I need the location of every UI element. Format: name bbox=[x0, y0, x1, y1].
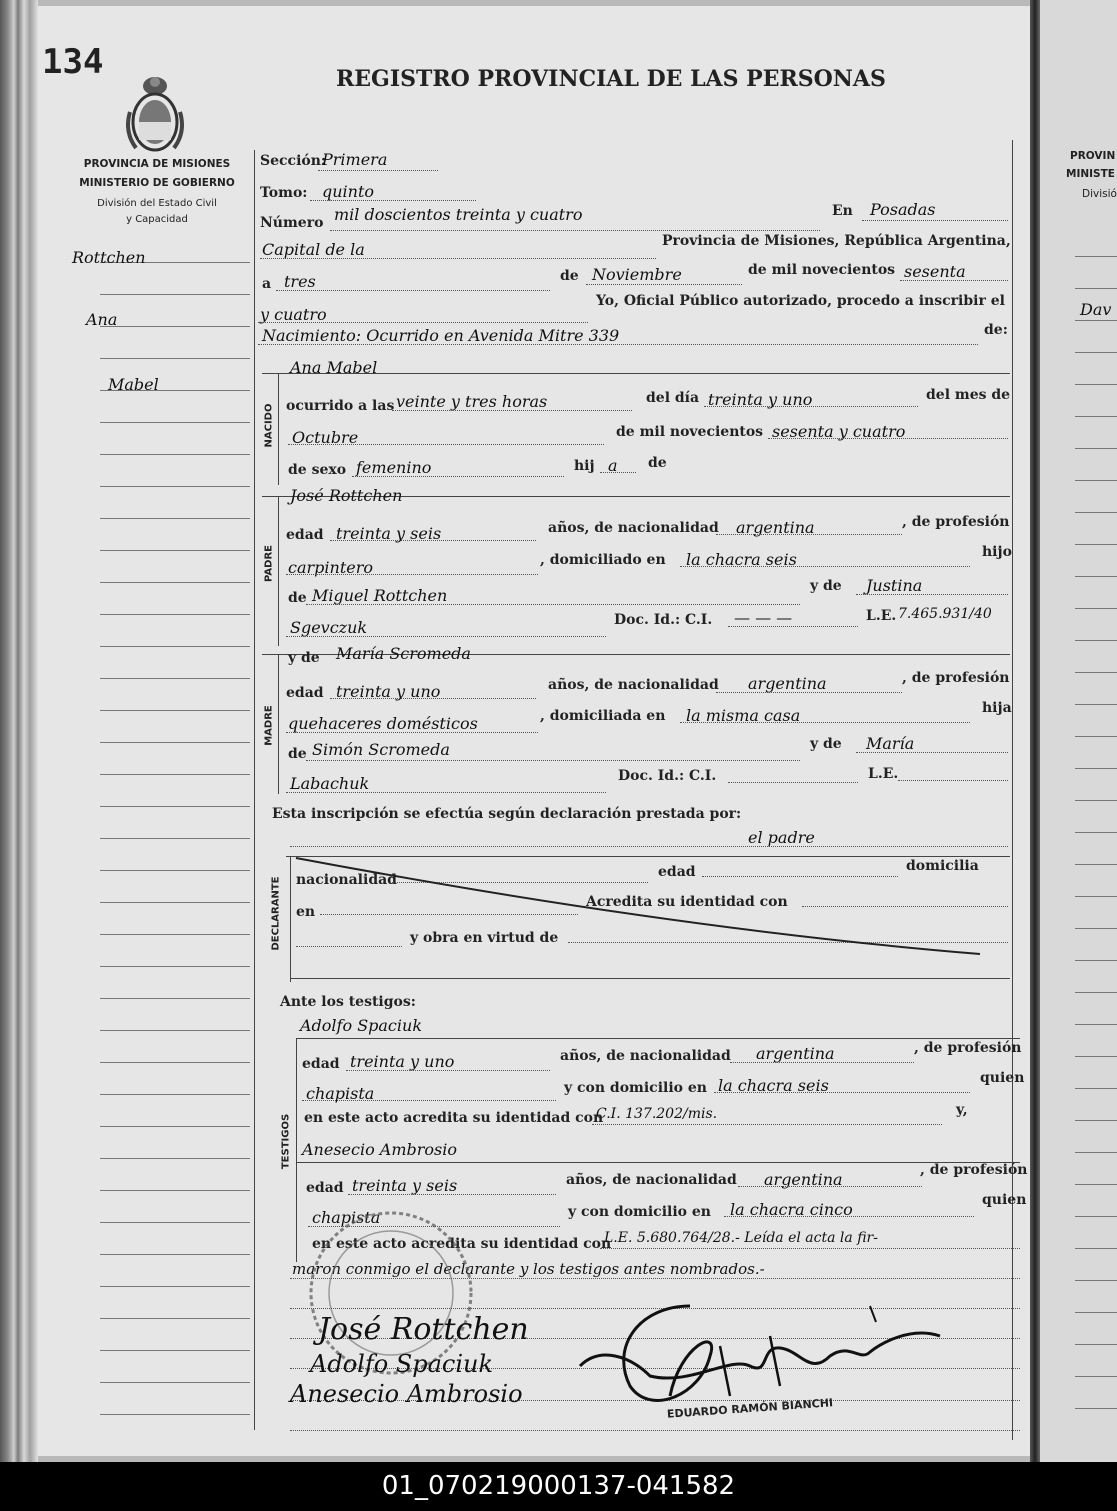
w1-prof: chapista bbox=[306, 1084, 375, 1103]
testigos-label: TESTIGOS bbox=[280, 1113, 292, 1170]
birth-day-value: treinta y uno bbox=[708, 390, 813, 409]
madre-edad: treinta y uno bbox=[336, 682, 441, 701]
next-page-ruled-line bbox=[1075, 1120, 1117, 1121]
next-page-ministry: MINISTE bbox=[1066, 168, 1115, 180]
decl-obra-label: y obra en virtud de bbox=[410, 930, 559, 946]
officer-signature-icon bbox=[570, 1286, 950, 1416]
w2-nac-line bbox=[738, 1186, 922, 1187]
margin-ruled-line bbox=[100, 1286, 250, 1287]
act-value: Nacimiento: Ocurrido en Avenida Mitre 339 bbox=[262, 326, 620, 345]
next-page-ruled-line bbox=[1075, 1248, 1117, 1249]
margin-ruled-line bbox=[100, 1254, 250, 1255]
w2-edad: treinta y seis bbox=[352, 1176, 458, 1195]
next-page-ruled-line bbox=[1075, 1184, 1117, 1185]
w2-dom: la chacra cinco bbox=[730, 1200, 853, 1219]
next-page-ruled-line bbox=[1075, 1280, 1117, 1281]
numero-value: mil doscientos treinta y cuatro bbox=[334, 205, 583, 224]
w2-acr-line bbox=[600, 1248, 1020, 1249]
w1-nac-label: años, de nacionalidad bbox=[560, 1048, 731, 1064]
padre-doc-ci: — — — bbox=[734, 608, 793, 627]
madre-le-label: L.E. bbox=[868, 766, 899, 782]
next-page-ruled-line bbox=[1075, 1088, 1117, 1089]
w1-name: Adolfo Spaciuk bbox=[300, 1016, 423, 1035]
seccion-value: Primera bbox=[322, 150, 388, 169]
signature-witness-1: Adolfo Spaciuk bbox=[310, 1350, 494, 1378]
padre-edad-label: edad bbox=[286, 527, 324, 543]
padre-yde-label: y de bbox=[810, 578, 842, 594]
w2-acr-label: en este acto acredita su identidad con bbox=[312, 1236, 612, 1252]
w1-edad-label: edad bbox=[302, 1056, 340, 1072]
next-page-ruled-line bbox=[1075, 1344, 1117, 1345]
w1-dom-label: y con domicilio en bbox=[564, 1080, 707, 1096]
hour-value: veinte y tres horas bbox=[396, 392, 548, 411]
margin-ruled-line bbox=[100, 1318, 250, 1319]
day-label: del día bbox=[646, 390, 700, 406]
margin-ruled-line bbox=[100, 1158, 250, 1159]
page-number: 134 bbox=[42, 42, 104, 82]
declaracion-intro: Esta inscripción se efectúa según declaración prestada por: bbox=[272, 806, 742, 822]
next-page-ruled-line bbox=[1075, 1056, 1117, 1057]
madre-label: MADRE bbox=[263, 705, 275, 746]
madre-profesion: quehaceres domésticos bbox=[288, 714, 478, 733]
nacido-label: NACIDO bbox=[263, 403, 275, 448]
margin-ruled-line bbox=[100, 1350, 250, 1351]
madre-prof-label: , de profesión bbox=[902, 670, 1010, 686]
madre-yde-label: y de bbox=[288, 650, 320, 666]
tomo-value: quinto bbox=[322, 182, 375, 201]
margin-ruled-line bbox=[100, 1222, 250, 1223]
testigos-intro: Ante los testigos: bbox=[280, 994, 416, 1010]
padre-le-label: L.E. bbox=[866, 608, 897, 624]
padre-hijo-label: hijo bbox=[982, 544, 1012, 560]
margin-ruled-line bbox=[100, 1126, 250, 1127]
padre-nacionalidad: argentina bbox=[736, 518, 815, 537]
year2-value: y cuatro bbox=[260, 305, 327, 324]
madre-nacionalidad: argentina bbox=[748, 674, 827, 693]
officer-stamp: EDUARDO RAMÓN BIANCHI bbox=[666, 1396, 834, 1421]
madre-father: Simón Scromeda bbox=[312, 740, 450, 759]
signature-witness-2: Anesecio Ambrosio bbox=[290, 1380, 523, 1408]
w2-acr: L.E. 5.680.764/28.- Leída el acta la fir- bbox=[604, 1230, 878, 1246]
padre-domicilio: la chacra seis bbox=[686, 550, 797, 569]
padre-mother-surname: Sgevczuk bbox=[290, 618, 368, 637]
w1-prof-label: , de profesión bbox=[914, 1040, 1022, 1056]
next-page-name: Dav bbox=[1080, 300, 1112, 319]
decl-nacionalidad-label: nacionalidad bbox=[296, 872, 397, 888]
w2-dom-label: y con domicilio en bbox=[568, 1204, 711, 1220]
madre-name: María Scromeda bbox=[336, 644, 471, 663]
margin-first-name: Ana bbox=[86, 310, 118, 329]
declaracion-por: el padre bbox=[748, 828, 815, 847]
w1-acr-line bbox=[592, 1124, 942, 1125]
province-label: PROVINCIA DE MISIONES bbox=[83, 158, 231, 170]
officer-text: Yo, Oficial Público autorizado, procedo a inscribir el bbox=[596, 293, 1005, 309]
page-title: REGISTRO PROVINCIAL DE LAS PERSONAS bbox=[336, 66, 886, 92]
month-label: del mes de bbox=[926, 387, 1011, 403]
padre-dom-label: , domiciliado en bbox=[540, 552, 666, 568]
w1-nac: argentina bbox=[756, 1044, 835, 1063]
en-label: En bbox=[832, 203, 853, 219]
padre-nac-label: años, de nacionalidad bbox=[548, 520, 719, 536]
nacido-de-label: de bbox=[648, 455, 667, 471]
padre-mother: Justina bbox=[866, 576, 923, 595]
year-label: de mil novecientos bbox=[748, 262, 896, 278]
tomo-label: Tomo: bbox=[260, 185, 308, 201]
province-text: Provincia de Misiones, República Argentina, bbox=[662, 233, 1011, 249]
madre-mother-surname: Labachuk bbox=[290, 774, 370, 793]
numero-label: Número bbox=[260, 215, 324, 231]
padre-father: Miguel Rottchen bbox=[312, 586, 448, 605]
birth-year-value: sesenta y cuatro bbox=[772, 422, 906, 441]
madre-dom-label: , domiciliada en bbox=[540, 708, 666, 724]
padre-le: 7.465.931/40 bbox=[898, 606, 992, 622]
w1-dom-line bbox=[714, 1092, 970, 1093]
w1-quien: quien bbox=[980, 1070, 1025, 1086]
w2-quien: quien bbox=[982, 1192, 1027, 1208]
file-id-banner: 01_070219000137-041582 bbox=[0, 1462, 1117, 1511]
hour-label: ocurrido a las bbox=[286, 398, 395, 414]
w2-name: Anesecio Ambrosio bbox=[302, 1140, 458, 1159]
declarante-label: DECLARANTE bbox=[270, 876, 282, 951]
sex-label: de sexo bbox=[288, 462, 347, 478]
signature-ruled-line bbox=[290, 1430, 1020, 1431]
ministry-label: MINISTERIO DE GOBIERNO bbox=[79, 177, 235, 189]
padre-name: José Rottchen bbox=[290, 486, 403, 505]
next-page-ruled-line bbox=[1075, 1216, 1117, 1217]
madre-nac-label: años, de nacionalidad bbox=[548, 677, 719, 693]
margin-ruled-line bbox=[100, 1414, 250, 1415]
hij-suffix: a bbox=[608, 456, 618, 475]
padre-de-label: de bbox=[288, 590, 307, 606]
next-page-ruled-line bbox=[1075, 1024, 1117, 1025]
madre-de-label: de bbox=[288, 746, 307, 762]
decl-edad-label: edad bbox=[658, 864, 696, 880]
madre-doc-label: Doc. Id.: C.I. bbox=[618, 768, 717, 784]
padre-prof-label: , de profesión bbox=[902, 514, 1010, 530]
padre-doc-label: Doc. Id.: C.I. bbox=[614, 612, 713, 628]
year-value: sesenta bbox=[904, 262, 966, 281]
decl-domicilia-label: domicilia bbox=[906, 858, 979, 874]
w1-nac-line bbox=[730, 1062, 914, 1063]
w2-prof-label: , de profesión bbox=[920, 1162, 1028, 1178]
margin-surname: Rottchen bbox=[72, 248, 146, 267]
margin-ruled-line bbox=[100, 1094, 250, 1095]
w1-edad: treinta y uno bbox=[350, 1052, 455, 1071]
month-value: Noviembre bbox=[592, 265, 682, 284]
w2-edad-label: edad bbox=[306, 1180, 344, 1196]
decl-acredita-label: Acredita su identidad con bbox=[586, 894, 788, 910]
w2-edad-line bbox=[348, 1194, 556, 1195]
w1-prof-line bbox=[302, 1100, 556, 1101]
padre-edad: treinta y seis bbox=[336, 524, 442, 543]
padre-profesion: carpintero bbox=[288, 558, 373, 577]
w2-nac: argentina bbox=[764, 1170, 843, 1189]
w1-y: y, bbox=[956, 1102, 968, 1118]
w1-dom: la chacra seis bbox=[718, 1076, 829, 1095]
madre-domicilio: la misma casa bbox=[686, 706, 801, 725]
margin-ruled-line bbox=[100, 1190, 250, 1191]
madre-hija-label: hija bbox=[982, 700, 1012, 716]
de-colon-label: de: bbox=[984, 322, 1008, 338]
margin-ruled-line bbox=[100, 1062, 250, 1063]
next-page-ruled-line bbox=[1075, 1312, 1117, 1313]
next-page-ruled-line bbox=[1075, 1408, 1117, 1409]
signature-father: José Rottchen bbox=[318, 1312, 529, 1347]
testigos-top-rule bbox=[296, 1038, 1020, 1039]
next-page-province: PROVIN bbox=[1070, 150, 1116, 162]
w2-prof: chapista bbox=[312, 1208, 381, 1227]
madre-edad-label: edad bbox=[286, 685, 324, 701]
margin-second-name: Mabel bbox=[108, 375, 159, 394]
birth-year-label: de mil novecientos bbox=[616, 424, 764, 440]
w1-acr: C.I. 137.202/mis. bbox=[596, 1106, 718, 1122]
sex-value: femenino bbox=[356, 458, 432, 477]
w2-nac-label: años, de nacionalidad bbox=[566, 1172, 737, 1188]
de-label: de bbox=[560, 268, 579, 284]
birth-month-value: Octubre bbox=[292, 428, 359, 447]
en-value: Posadas bbox=[870, 200, 936, 219]
nacido-name: Ana Mabel bbox=[290, 358, 378, 377]
margin-ruled-line bbox=[100, 1030, 250, 1031]
next-page-ruled-line bbox=[1075, 1376, 1117, 1377]
closing-text: maron conmigo el declarante y los testigos antes nombrados.- bbox=[292, 1260, 765, 1278]
a-label: a bbox=[262, 276, 272, 292]
decl-en-label: en bbox=[296, 904, 316, 920]
w2-rule bbox=[296, 1162, 1020, 1163]
division-label: División del Estado Civil bbox=[97, 198, 217, 209]
hij-label: hij bbox=[574, 458, 595, 474]
padre-label: PADRE bbox=[263, 545, 275, 582]
w2-dom-line bbox=[724, 1216, 974, 1217]
w1-edad-line bbox=[346, 1070, 550, 1071]
day-value: tres bbox=[284, 272, 316, 291]
madre-mother: María bbox=[866, 734, 915, 753]
next-page-division: Divisió bbox=[1082, 188, 1117, 200]
capital-value: Capital de la bbox=[262, 240, 365, 259]
next-page-ruled-line bbox=[1075, 1152, 1117, 1153]
seccion-label: Sección: bbox=[260, 153, 327, 169]
madre-yde2-label: y de bbox=[810, 736, 842, 752]
capacity-label: y Capacidad bbox=[126, 214, 188, 225]
w1-acr-label: en este acto acredita su identidad con bbox=[304, 1110, 604, 1126]
testigos-bracket bbox=[296, 1038, 297, 1262]
margin-ruled-line bbox=[100, 1382, 250, 1383]
